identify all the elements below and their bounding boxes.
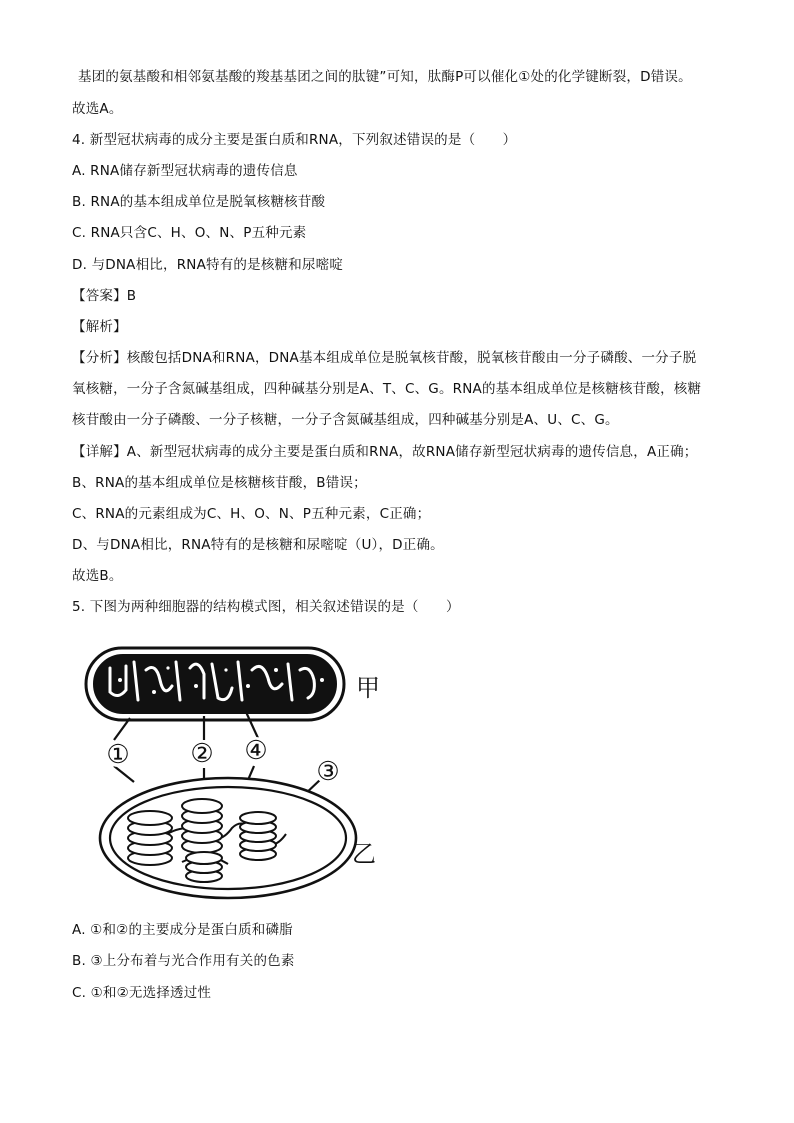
detail-line-3: C、RNA的元素组成为C、H、O、N、P五种元素，C正确； xyxy=(72,506,431,522)
svg-text:②: ② xyxy=(190,739,214,769)
marker-3 xyxy=(315,757,341,787)
question-5-stem: 5. 下图为两种细胞器的结构模式图，相关叙述错误的是（ ） xyxy=(72,599,460,615)
text-line-2: 故选A。 xyxy=(72,101,123,117)
marker-4 xyxy=(243,736,269,766)
analysis-line-3: 核苷酸由一分子磷酸、一分子核糖，一分子含氮碱基组成，四种碱基分别是A、U、C、G。 xyxy=(72,412,619,428)
q5-option-b: B. ③上分布着与光合作用有关的色素 xyxy=(72,953,295,969)
q4-option-d: D. 与DNA相比，RNA特有的是核糖和尿嘧啶 xyxy=(72,257,344,273)
organelle-diagram xyxy=(72,640,412,910)
q4-option-b: B. RNA的基本组成单位是脱氧核糖核苷酸 xyxy=(72,194,326,210)
answer-label: 【答案】B xyxy=(72,288,137,304)
q4-option-a: A. RNA储存新型冠状病毒的遗传信息 xyxy=(72,163,298,179)
detail-line-2: B、RNA的基本组成单位是核糖核苷酸，B错误； xyxy=(72,475,367,491)
question-4-stem: 4. 新型冠状病毒的成分主要是蛋白质和RNA，下列叙述错误的是（ ） xyxy=(72,132,517,148)
q5-option-c: C. ①和②无选择透过性 xyxy=(72,985,212,1001)
svg-text:④: ④ xyxy=(244,736,268,766)
detail-line-1: 【详解】A、新型冠状病毒的成分主要是蛋白质和RNA，故RNA储存新型冠状病毒的遗传信息，A正确； xyxy=(72,444,698,460)
analysis-line-1: 【分析】核酸包括DNA和RNA，DNA基本组成单位是脱氧核苷酸，脱氧核苷酸由一分子磷酸、一分子脱 xyxy=(72,350,697,366)
label-yi: 乙 xyxy=(352,840,376,868)
q5-option-a: A. ①和②的主要成分是蛋白质和磷脂 xyxy=(72,922,293,938)
svg-text:①: ① xyxy=(106,740,130,770)
detail-line-4: D、与DNA相比，RNA特有的是核糖和尿嘧啶（U），D正确。 xyxy=(72,537,444,553)
mitochondrion-figure xyxy=(86,648,344,720)
conclusion-line: 故选B。 xyxy=(72,568,123,584)
analysis-line-2: 氧核糖，一分子含氮碱基组成，四种碱基分别是A、T、C、G。RNA的基本组成单位是核糖核苷酸，核糖 xyxy=(72,381,702,397)
text-line-1: 基团的氨基酸和相邻氨基酸的羧基基团之间的肽键”可知，肽酶P可以催化①处的化学键断裂，D错误。 xyxy=(78,69,692,85)
analysis-label: 【解析】 xyxy=(72,319,127,335)
q4-option-c: C. RNA只含C、H、O、N、P五种元素 xyxy=(72,225,307,241)
svg-text:③: ③ xyxy=(316,757,340,787)
marker-2 xyxy=(189,739,215,769)
label-jia: 甲 xyxy=(356,674,380,702)
marker-1 xyxy=(105,740,131,770)
